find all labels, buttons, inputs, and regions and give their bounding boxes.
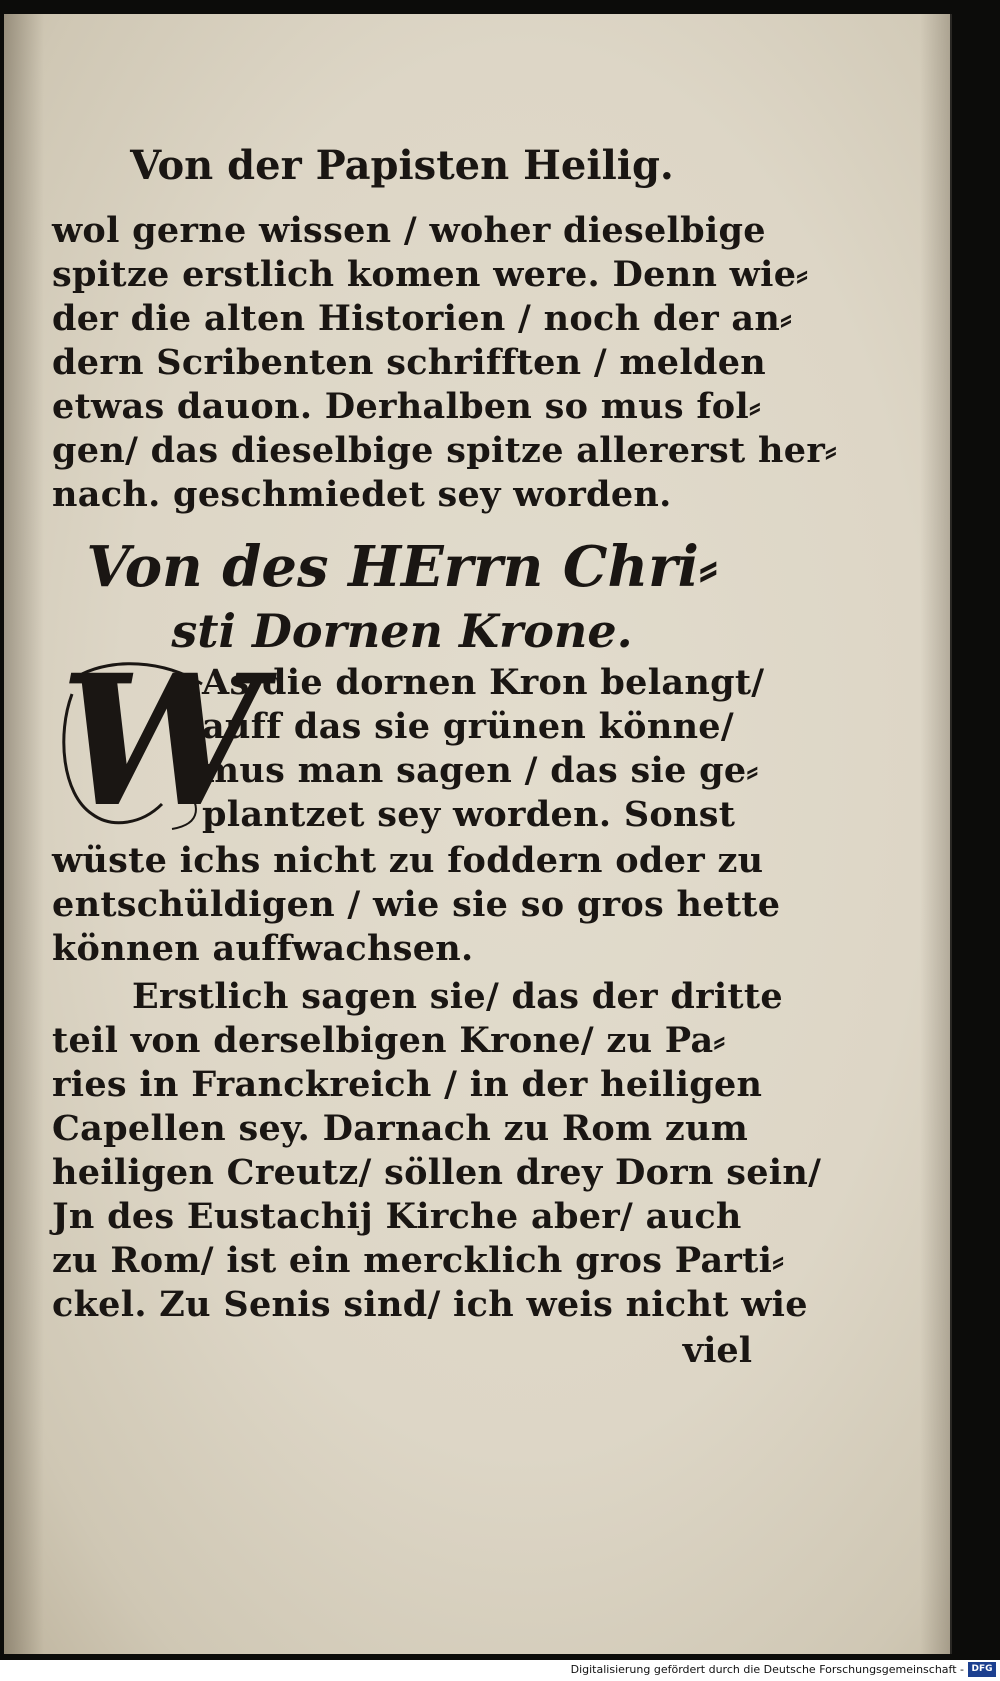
running-head: Von der Papisten Heilig. [130, 142, 674, 189]
text-line: können auffwachsen. [52, 928, 474, 969]
catchword: viel [682, 1330, 752, 1371]
text-line: plantzet sey worden. Sonst [202, 794, 736, 835]
text-line: ries in Franckreich / in der heiligen [52, 1064, 763, 1105]
text-line: ckel. Zu Senis sind/ ich weis nicht wie [52, 1284, 808, 1325]
book-page [4, 14, 952, 1654]
text-line: entschüldigen / wie sie so gros hette [52, 884, 781, 925]
text-line: heiligen Creutz/ söllen drey Dorn sein/ [52, 1152, 822, 1193]
text-line: zu Rom/ ist ein mercklich gros Parti⸗ [52, 1240, 785, 1281]
text-line: auff das sie grünen könne/ [202, 706, 734, 747]
gutter-shadow [4, 14, 44, 1654]
text-line: etwas dauon. Derhalben so mus fol⸗ [52, 386, 761, 427]
text-line: dern Scribenten schrifften / melden [52, 342, 767, 383]
footer-bar [0, 1660, 1000, 1681]
drop-cap-initial: W [60, 636, 263, 847]
text-line: Capellen sey. Darnach zu Rom zum [52, 1108, 749, 1149]
text-line: wol gerne wissen / woher dieselbige [52, 210, 766, 251]
section-heading-continued: sti Dornen Krone. [171, 604, 633, 658]
text-line: gen/ das dieselbige spitze allererst her⸗ [52, 430, 838, 471]
text-line: teil von derselbigen Krone/ zu Pa⸗ [52, 1020, 726, 1061]
dfg-logo: DFG [968, 1662, 996, 1677]
edge-shadow [920, 14, 950, 1654]
text-line: As die dornen Kron belangt/ [202, 662, 765, 703]
text-line: nach. geschmiedet sey worden. [52, 474, 672, 515]
text-line: wüste ichs nicht zu foddern oder zu [52, 840, 764, 881]
section-heading: Von des HErrn Chri⸗ [86, 534, 718, 600]
text-line: spitze erstlich komen were. Denn wie⸗ [52, 254, 809, 295]
text-line: der die alten Historien / noch der an⸗ [52, 298, 793, 339]
text-line: mus man sagen / das sie ge⸗ [202, 750, 759, 791]
text-line: Jn des Eustachij Kirche aber/ auch [52, 1196, 742, 1237]
funding-credit: Digitalisierung gefördert durch die Deutsche Forschungsgemeinschaft - [570, 1663, 964, 1676]
text-line: Erstlich sagen sie/ das der dritte [132, 976, 783, 1017]
